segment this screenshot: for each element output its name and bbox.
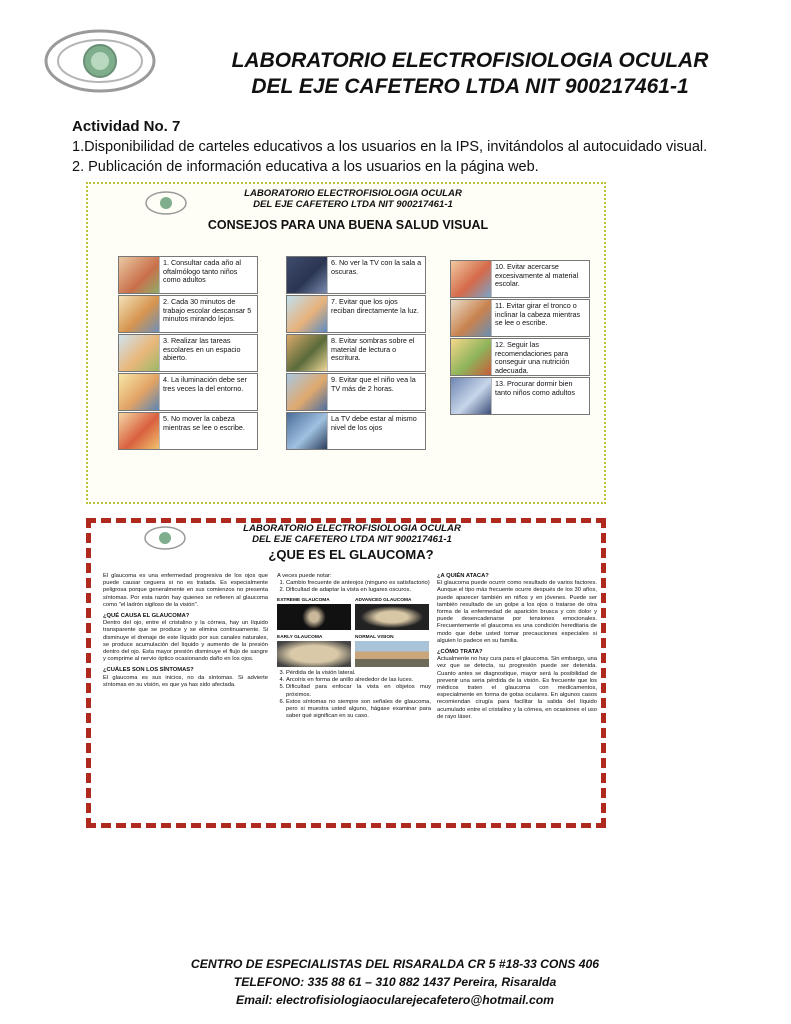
tip-item: 12. Seguir las recomendaciones para conseguir una nutrición adecuada. <box>450 338 590 376</box>
tips-column-1 <box>118 256 258 451</box>
tip-item: 4. La iluminación debe ser tres veces la del entorno. <box>118 373 258 411</box>
tip-illustration <box>119 413 160 449</box>
glaucoma-column-2: A veces puede notar: 1. Cambio frecuente de anteojos (ninguno es satisfactorio) 2. Dificultad de adaptar la vista en lugares oscuros. EXTREME GLAUCOMA ADVANCED GLAUCOMA EARLY GLAUCOMA NORMAL VISION 3. Pérdida de la visión lateral. 4. Arcoíris en forma de anillo alrededor de las luces. 5. Dificultad para enfocar la vista en objetos muy próximos. 6. Estos síntomas no siempre son señales de glaucoma, pero si muestra usted alguno, hágase examinar para saber qué significan en su caso. <box>277 573 431 720</box>
vision-image: EARLY GLAUCOMA <box>277 634 351 667</box>
glaucoma-column-3: ¿A QUIÉN ATACA? El glaucoma puede ocurrir como resultado de varios factores. Aunque el tipo más frecuente ocurre después de los 30 años, puede aparecer también en niños y en jóvenes. Puede ser también resultado de un golpe a los ojos o tratarse de otra forma de la enfermedad de aparición brusca y con dolor y puede desencadenarse por tensiones emocionales. Frecuentemente el glaucoma es una condición hereditaria de modo que debe usted tomar precauciones especiales si alguien lo padece en su familia. ¿CÓMO TRATA? Actualmente no hay cura para el glaucoma. Sin embargo, una vez que se detecta, su progresión puede ser detenida. Cuanto antes se diagnostique, mayor será la posibilidad de prevenir una seria pérdida de la visión. Es frecuente que los médicos traten el glaucoma con medicamentos, especialmente en forma de gotas oculares. En algunos casos recomiendan cirugía para facilitar la salida del líquido acumulado entre el cristalino y la córnea, en ocasiones el uso de rayo láser. <box>437 573 597 720</box>
activity-description: 1.Disponibilidad de carteles educativos a los usuarios en la IPS, invitándolos al autocuidado visual. 2. Publicación de información educativa a los usuarios en la página web. <box>72 139 708 175</box>
tip-illustration <box>287 257 328 293</box>
tip-item: 3. Realizar las tareas escolares en un espacio abierto. <box>118 334 258 372</box>
glaucoma-vision-images <box>277 597 431 667</box>
vision-image: ADVANCED GLAUCOMA <box>355 597 429 630</box>
glaucoma-column-1: El glaucoma es una enfermedad progresiva de los ojos que puede causar ceguera si no es tratada. Es especialmente peligrosa porque generalmente en sus comienzos no presenta síntomas. Por esta razón hay quienes se refieren al glaucoma como "el ladrón sigiloso de la visión". ¿QUÉ CAUSA EL GLAUCOMA? Dentro del ojo, entre el cristalino y la córnea, hay un líquido transparente que se produce y se elimina continuamente. Si disminuye el drenaje de este líquido por sus canales naturales, se produce acumulación del líquido y aumento de la presión dentro del ojo. Esta mayor presión disminuye el flujo de sangre y comprime al nervio óptico ocasionando daño en los ojos. ¿CUÁLES SON LOS SÍNTOMAS? El glaucoma es sus inicios, no da síntomas. Si advierte síntomas en su visión, es que ya has sido afectada. <box>103 573 268 688</box>
tips-column-2 <box>286 256 426 451</box>
footer-address: CENTRO DE ESPECIALISTAS DEL RISARALDA CR 5 #18-33 CONS 406 <box>190 957 600 971</box>
glaucoma-poster <box>86 518 606 828</box>
tip-illustration <box>287 335 328 371</box>
tip-illustration <box>119 335 160 371</box>
tips-column-3 <box>450 260 590 416</box>
tip-item: 6. No ver la TV con la sala a oscuras. <box>286 256 426 294</box>
activity-title: Actividad No. 7 <box>72 118 181 135</box>
tip-illustration <box>451 300 492 336</box>
tip-illustration <box>287 296 328 332</box>
poster-org-name: LABORATORIO ELECTROFISIOLOGIA OCULAR DEL EJE CAFETERO LTDA NIT 900217461-1 <box>244 188 462 210</box>
visual-health-poster <box>86 182 606 504</box>
tip-item: La TV debe estar al mismo nivel de los ojos <box>286 412 426 450</box>
tip-item: 1. Consultar cada año al oftalmólogo tanto niños como adultos <box>118 256 258 294</box>
tip-illustration <box>287 413 328 449</box>
footer-email: Email: electrofisiologiaocularejecafetero@hotmail.com <box>235 993 555 1007</box>
vision-image: NORMAL VISION <box>355 634 429 667</box>
tip-illustration <box>119 257 160 293</box>
tip-illustration <box>451 378 492 414</box>
poster-title: CONSEJOS PARA UNA BUENA SALUD VISUAL <box>207 218 489 232</box>
footer-phone: TELEFONO: 335 88 61 – 310 882 1437 Pereira, Risaralda <box>233 975 557 989</box>
tip-item: 8. Evitar sombras sobre el material de lectura o escritura. <box>286 334 426 372</box>
tip-item: 10. Evitar acercarse excesivamente al material escolar. <box>450 260 590 298</box>
footer-contact <box>150 955 640 1009</box>
tip-illustration <box>287 374 328 410</box>
tip-illustration <box>451 339 492 375</box>
tip-item: 7. Evitar que los ojos reciban directamente la luz. <box>286 295 426 333</box>
tip-item: 9. Evitar que el niño vea la TV más de 2 horas. <box>286 373 426 411</box>
tip-illustration <box>451 261 492 297</box>
poster-logo <box>144 190 188 216</box>
poster-logo <box>143 525 187 551</box>
vision-image: EXTREME GLAUCOMA <box>277 597 351 630</box>
company-logo <box>44 28 156 94</box>
tip-item: 2. Cada 30 minutos de trabajo escolar descansar 5 minutos mirando lejos. <box>118 295 258 333</box>
company-title: LABORATORIO ELECTROFISIOLOGIA OCULAR DEL EJE CAFETERO LTDA NIT 900217461-1 <box>231 49 709 98</box>
tip-illustration <box>119 374 160 410</box>
poster-title: ¿QUE ES EL GLAUCOMA? <box>268 547 434 562</box>
poster-org-name: LABORATORIO ELECTROFISIOLOGIA OCULAR DEL EJE CAFETERO LTDA NIT 900217461-1 <box>243 523 461 545</box>
tip-item: 13. Procurar dormir bien tanto niños como adultos <box>450 377 590 415</box>
tip-illustration <box>119 296 160 332</box>
tip-item: 11. Evitar girar el tronco o inclinar la cabeza mientras se lee o escribe. <box>450 299 590 337</box>
tip-item: 5. No mover la cabeza mientras se lee o escribe. <box>118 412 258 450</box>
